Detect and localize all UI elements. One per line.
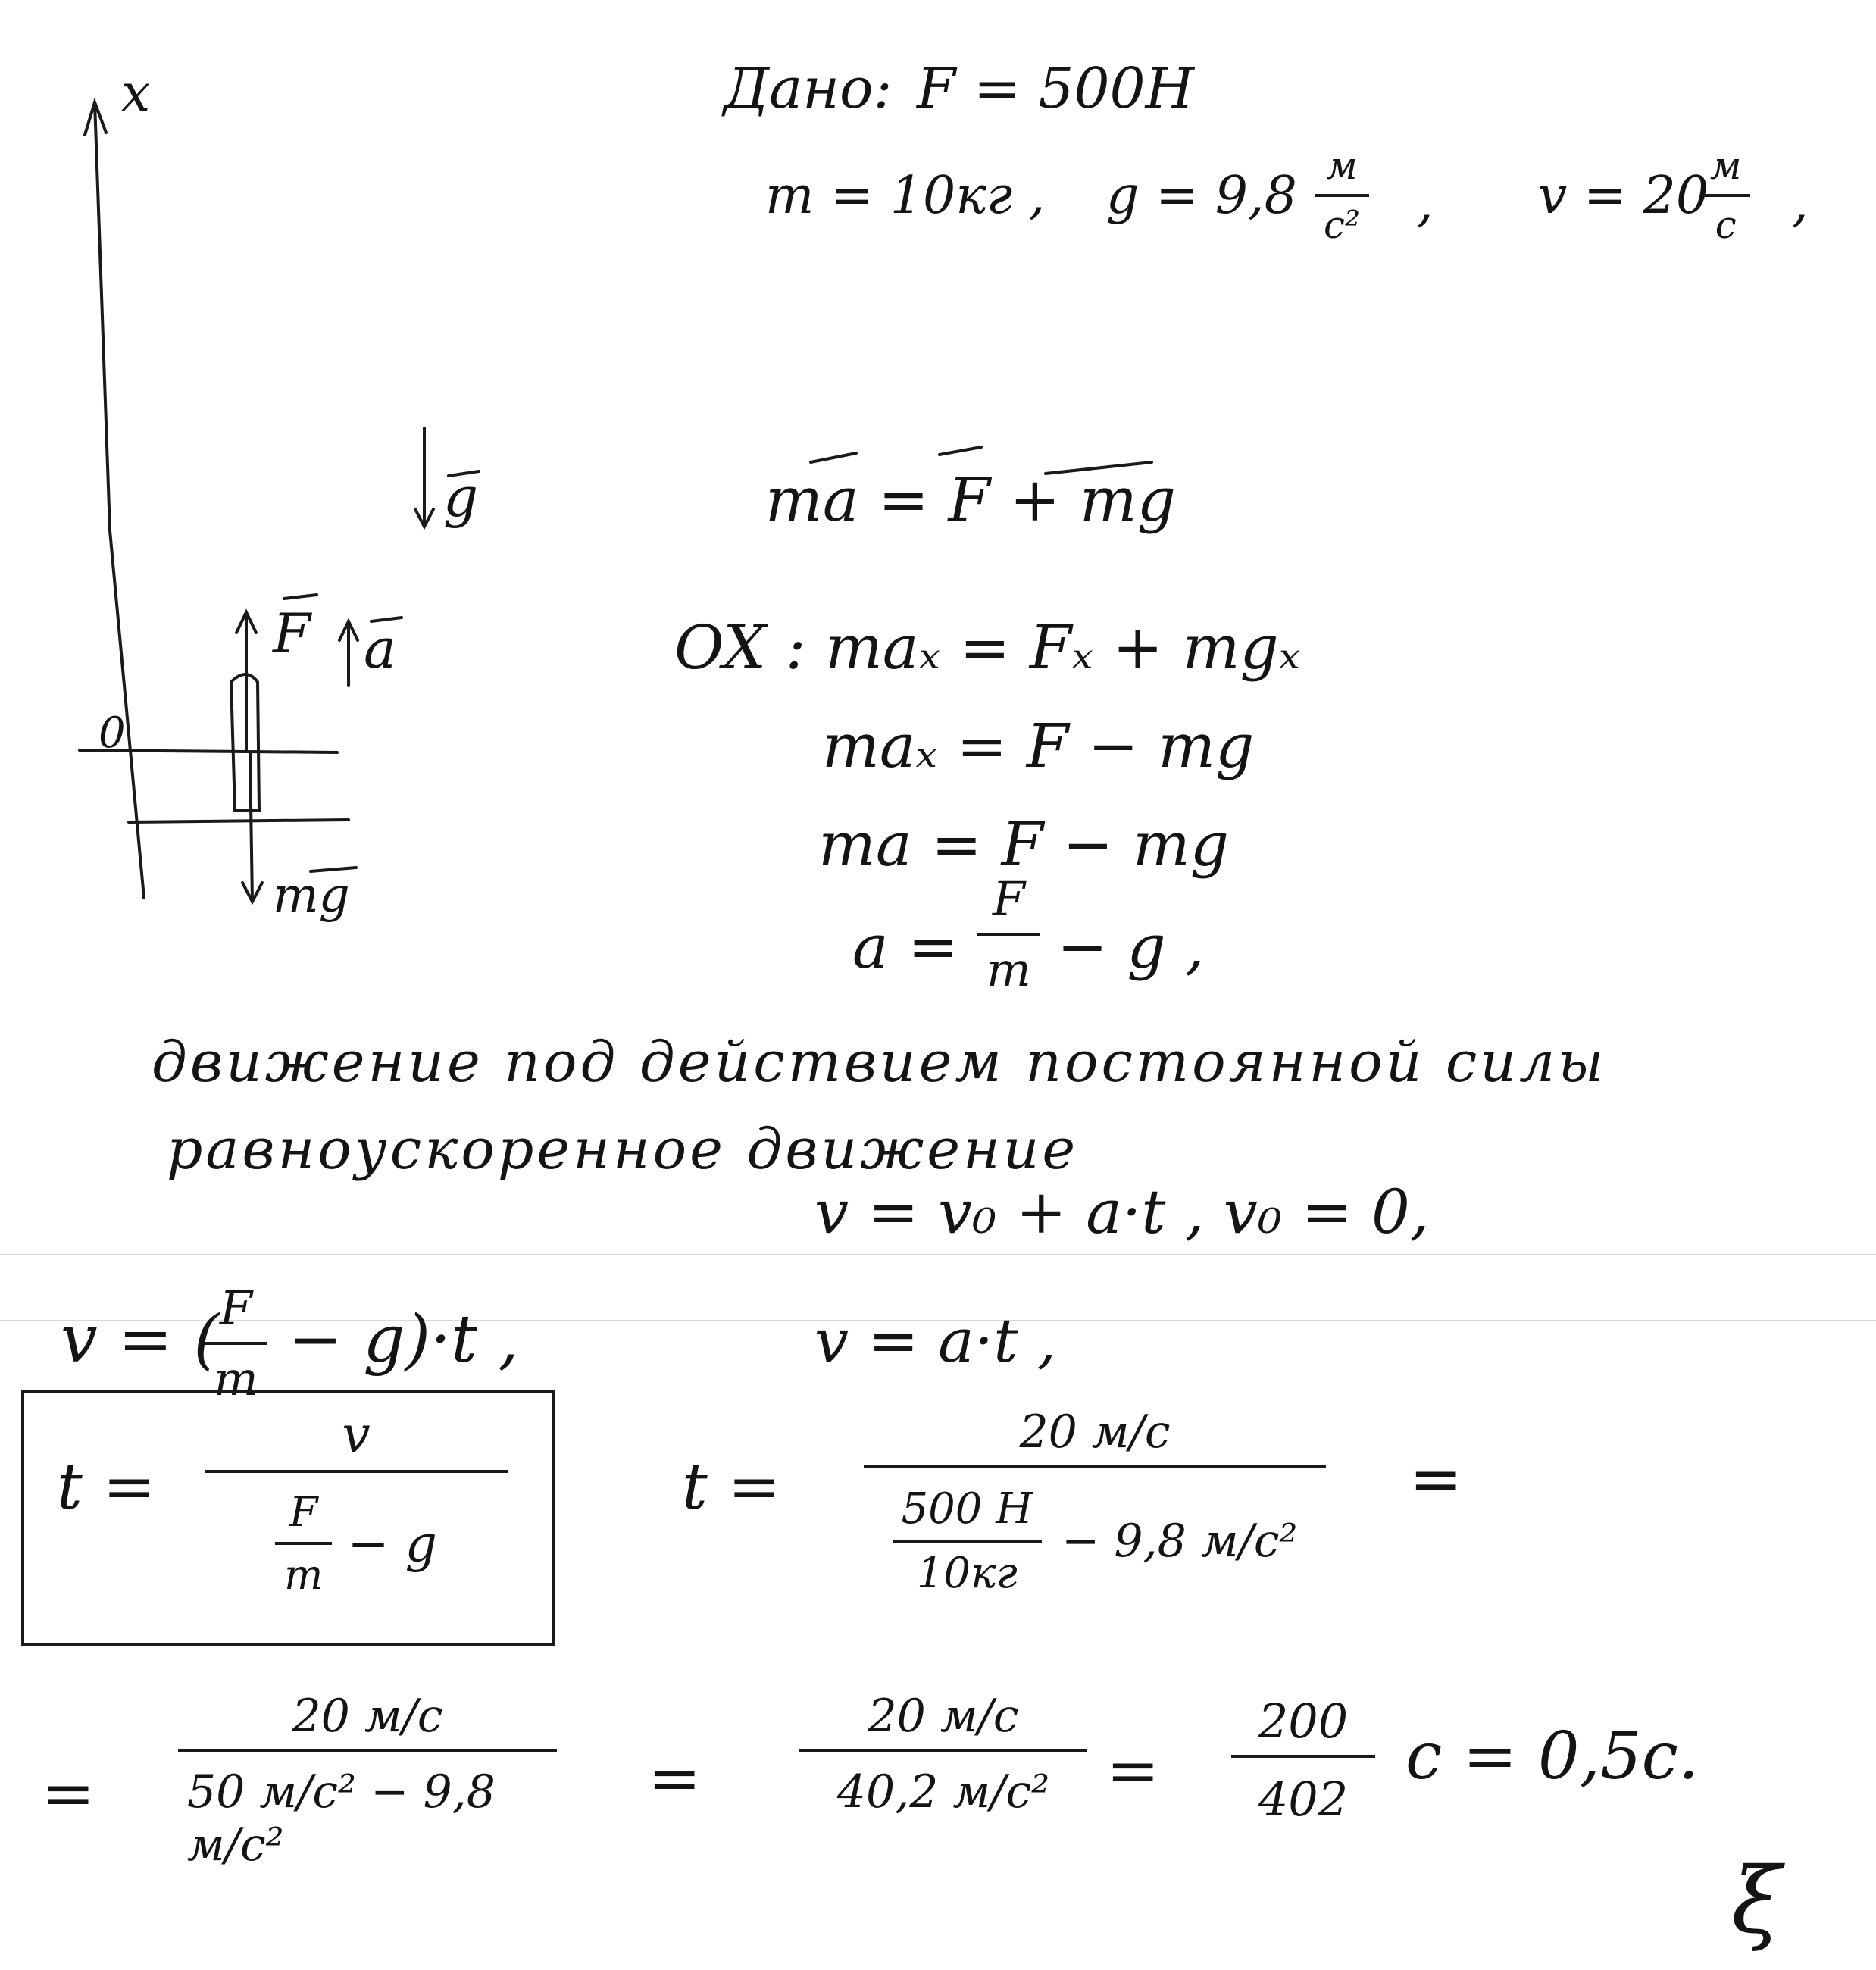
- accel-eq-fraction: F m: [977, 871, 1040, 997]
- accel-label: a: [364, 617, 396, 680]
- scalar-eq: ma = F − mg: [818, 809, 1229, 880]
- ground-line-lower: [129, 820, 349, 822]
- x-axis-line: [95, 102, 144, 898]
- boxed-lhs: t =: [57, 1449, 156, 1524]
- accel-eq-rest: − g ,: [1057, 912, 1205, 982]
- mg-arrow: [250, 754, 252, 902]
- accel-eq-lhs: a =: [852, 912, 959, 982]
- final-eq1: =: [42, 1756, 95, 1831]
- vec-bar-eq-a: [811, 453, 856, 462]
- origin-label: 0: [98, 708, 126, 758]
- projection-eq: maₓ = F − mg: [822, 711, 1255, 781]
- given-force: F = 500H: [917, 56, 1195, 121]
- vec-bar-eq-F: [940, 447, 981, 455]
- final-eq2: =: [648, 1741, 702, 1815]
- margin-mark: ξ: [1731, 1849, 1782, 1954]
- motion-text-line2: равноускоренное движение: [167, 1117, 1079, 1182]
- given-g: g = 9,8: [1106, 166, 1297, 226]
- velocity-v-at: v = a·t ,: [814, 1306, 1057, 1376]
- given-v-unit: м с: [1701, 144, 1750, 247]
- velocity-full-rest: − g)·t ,: [288, 1302, 519, 1377]
- given-end: ,: [1792, 174, 1809, 233]
- final-fraction-2: 20 м/с 40,2 м/с²: [799, 1690, 1087, 1818]
- velocity-equation: v = v₀ + a·t , v₀ = 0,: [814, 1177, 1430, 1247]
- final-fraction-1: 20 м/с 50 м/с² − 9,8 м/с²: [178, 1690, 557, 1872]
- g-label: g: [443, 465, 479, 529]
- boxed-fraction: v $\frac{F}{m}$ − g: [205, 1406, 508, 1599]
- given-header: Дано:: [724, 56, 893, 121]
- velocity-full-fraction: F m: [205, 1280, 267, 1406]
- final-fraction-3: 200 402: [1231, 1693, 1375, 1827]
- velocity-full-lhs: v = (: [61, 1302, 219, 1377]
- weight-label: mg: [273, 868, 350, 924]
- final-result: с = 0,5с.: [1405, 1718, 1699, 1794]
- subst-lhs: t =: [682, 1449, 781, 1524]
- vec-bar-F: [284, 595, 317, 599]
- given-g-unit: м с²: [1315, 144, 1369, 247]
- given-velocity: v = 20: [1538, 166, 1709, 226]
- given-sep: ,: [1417, 174, 1434, 233]
- axis-x-label: x: [121, 64, 151, 124]
- force-label: F: [273, 602, 311, 665]
- newton-equation: ma = F + mg: [765, 464, 1176, 535]
- subst-fraction: 20 м/с $\frac{500 H}{10кг}$ − 9,8 м/с²: [864, 1406, 1326, 1598]
- motion-text-line1: движение под действием постоянной силы: [152, 1030, 1607, 1095]
- ox-projection: OX : maₓ = Fₓ + mgₓ: [674, 612, 1301, 683]
- final-eq3: =: [1106, 1734, 1160, 1808]
- given-mass: m = 10кг ,: [765, 166, 1046, 226]
- subst-eq: =: [1409, 1442, 1463, 1516]
